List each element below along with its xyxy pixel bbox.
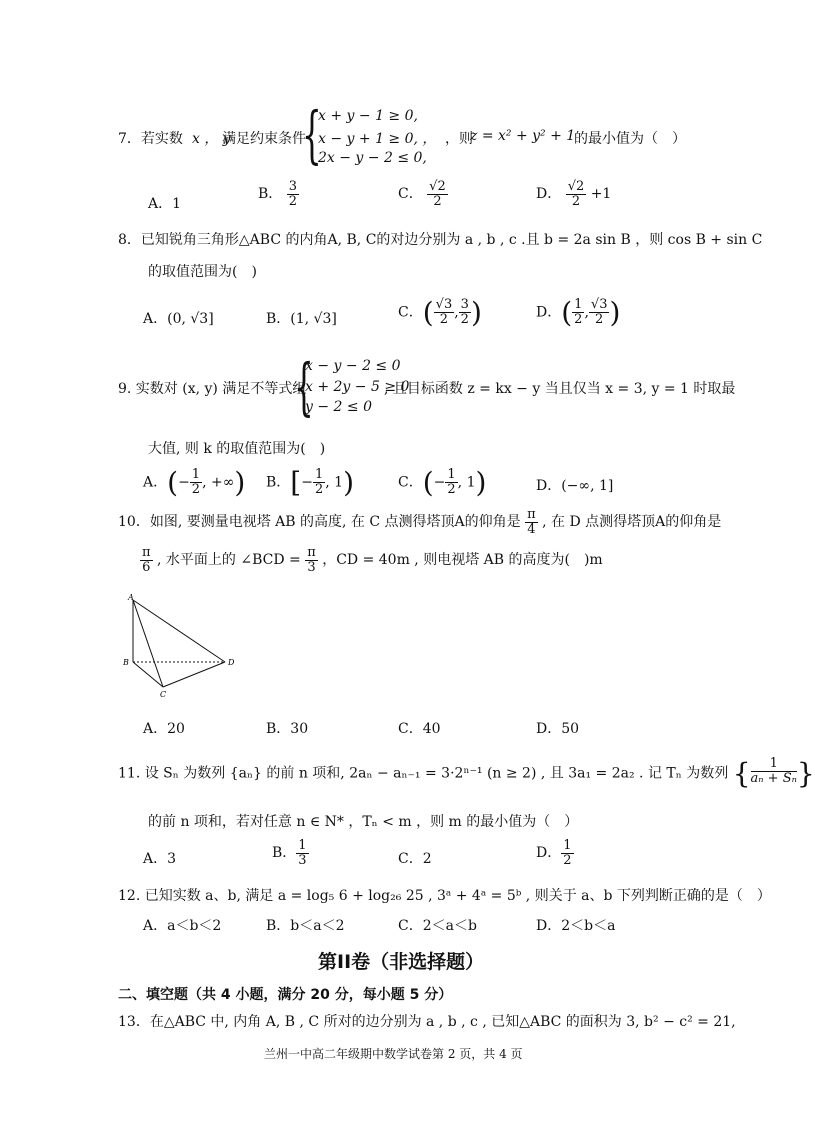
q12-option-d: D．2＜b＜a: [536, 918, 616, 934]
q9-option-a: A．(− $\frac{1}{2}$ , +∞): [143, 466, 246, 499]
q7-sys-3: 2x − y − 2 ≤ 0,: [318, 150, 427, 166]
q7-expr: z = x² + y² + 1: [470, 128, 576, 144]
q8-line-1: 8．已知锐角三角形△ABC 的内角A, B, C的对边分别为 a , b , c .且 b = 2a sin B ，则 cos B + sin C: [118, 232, 763, 248]
q7-option-b-label: B．: [258, 186, 283, 203]
q9-c-n: 1: [447, 467, 456, 483]
question-13: 13．在△ABC 中, 内角 A, B , C 所对的边分别为 a , b , c , 已知△ABC 的面积为 3, b² − c² = 21,: [118, 1014, 736, 1030]
q8-d-n1: 1: [574, 297, 583, 313]
q10-frac-d: 4: [527, 521, 536, 537]
q11-option-b: [272, 839, 309, 867]
q10-line-2-b: ，CD = 40m , 则电视塔 AB 的高度为( )m: [322, 552, 603, 569]
q11-line-1-a: 11. 设 Sₙ 为数列 {aₙ} 的前 n 项和, 2aₙ − aₙ₋₁ = 3·2ⁿ⁻¹ (n ≥ 2) , 且 3a₁ = 2a₂ . 记 Tₙ 为数列: [118, 765, 729, 782]
q11-option-a: A．3: [143, 851, 177, 867]
q8-option-b: B．(1, √3]: [266, 311, 337, 327]
q11-d-n: 1: [563, 838, 572, 853]
q9-option-b-label: B．: [266, 474, 291, 491]
q10-option-c: C．40: [398, 721, 441, 737]
q8-option-c-label: C．: [398, 304, 423, 321]
q10-line-2: [140, 546, 603, 574]
q10-line-1-a: 10．如图, 要测量电视塔 AB 的高度, 在 C 点测得塔顶A的仰角是: [118, 514, 521, 531]
q7-stem-d: 的最小值为（ ）: [574, 131, 686, 147]
q7-option-d-frac: [566, 180, 587, 208]
q11-brace-num: 1: [751, 757, 797, 772]
q9-option-d: D．(−∞, 1]: [536, 478, 614, 494]
page-footer: 兰州一中高二年级期中数学试卷第 2 页，共 4 页: [264, 1047, 523, 1061]
q7-sys-2: x − y + 1 ≥ 0, ，: [318, 131, 437, 147]
q9-sys-1: x − y − 2 ≤ 0: [305, 358, 401, 374]
q10-option-b: B．30: [266, 721, 309, 737]
q7-option-c: [398, 180, 448, 208]
q8-option-d: D．( $\frac{1}{2}$ , $\frac{√3}{2}$ ): [536, 296, 621, 329]
q7-sys-1: x + y − 1 ≥ 0,: [318, 108, 418, 124]
fig-label-d: D: [228, 658, 235, 667]
section-title: 第II卷（非选择题）: [318, 951, 485, 973]
q7-c-den: 2: [433, 193, 442, 209]
q8-option-c: C．( $\frac{√3}{2}$ , $\frac{3}{2}$ ): [398, 296, 482, 329]
fig-label-c: C: [160, 690, 167, 699]
q9-sys-2: x + 2y − 5 ≥ 0: [305, 379, 410, 395]
q11-brace-den: aₙ + Sₙ: [750, 771, 797, 786]
q8-d-d1: 2: [574, 312, 583, 327]
q9-sys-3: y − 2 ≤ 0: [305, 399, 372, 415]
q11-line-2: 的前 n 项和，若对任意 n ∈ N* ，Tₙ < m ，则 m 的最小值为（ ）: [148, 814, 579, 830]
q9-b-d: 2: [314, 482, 324, 497]
q9-line-2: 大值, 则 k 的取值范围为( ): [148, 441, 326, 457]
fig-label-b: B: [123, 658, 129, 667]
q10-option-a: A．20: [143, 721, 185, 737]
q11-line-1: 11. 设 Sₙ 为数列 {aₙ} 的前 n 项和, 2aₙ − aₙ₋₁ = 3·2ⁿ⁻¹ (n ≥ 2) , 且 3a₁ = 2a₂ . 记 Tₙ 为数列 { $\frac{1}{\text{aₙ + Sₙ}}$ }: [118, 756, 815, 790]
q7-b-den: 2: [288, 193, 298, 209]
q11-option-c: C．2: [398, 851, 432, 867]
q10-frac-n: π: [527, 507, 536, 522]
q10-line-1: [118, 508, 721, 536]
q7-brace: {: [302, 98, 322, 171]
q8-option-a: A．(0, √3]: [143, 311, 214, 327]
q11-option-b-label: B．: [272, 845, 297, 862]
q11-option-d: [536, 839, 574, 867]
q10-figure: [120, 590, 245, 700]
q11-b-n: 1: [298, 838, 307, 853]
q9-c-d: 2: [447, 482, 456, 497]
q12-line-1: 12. 已知实数 a、b, 满足 a = log₅ 6 + log₂₆ 25 , 3ᵃ + 4ᵃ = 5ᵇ , 则关于 a、b 下列判断正确的是（ ）: [118, 888, 771, 904]
q9-option-a-tail: , +∞: [202, 474, 235, 491]
fig-label-a: A: [128, 593, 134, 602]
fig-line-cd: [163, 662, 225, 687]
q9-option-c-tail: , 1: [457, 474, 476, 491]
q12-option-c: C．2＜a＜b: [398, 918, 477, 934]
q10-line-1-b: , 在 D 点测得塔顶A的仰角是: [542, 514, 722, 531]
q10-frac1-d: 6: [142, 559, 151, 575]
q10-frac2-n: π: [307, 545, 316, 560]
q8-c-d1: 2: [439, 312, 449, 327]
q7-c-num: √2: [429, 179, 446, 194]
q10-frac1-n: π: [142, 545, 151, 560]
q9-suffix: , 且目标函数 z = kx − y 当且仅当 x = 3, y = 1 时取最: [384, 381, 736, 397]
q9-prefix: 9. 实数对 (x, y) 满足不等式组: [118, 381, 307, 397]
q9-option-c-label: C．: [398, 474, 423, 491]
q9-b-n: 1: [314, 467, 324, 483]
q8-c-n2: 3: [460, 297, 469, 313]
q9-option-c: C．(− $\frac{1}{2}$ , 1): [398, 466, 487, 499]
q12-option-b: B．b＜a＜2: [266, 918, 345, 934]
q11-d-d: 2: [563, 852, 572, 868]
q8-line-2: 的取值范围为( ): [148, 264, 257, 280]
q11-b-d: 3: [298, 852, 307, 868]
q7-option-d-label: D．: [536, 186, 562, 203]
q11-option-d-label: D．: [536, 845, 562, 862]
fig-line-ad: [133, 600, 225, 662]
q9-a-n: 1: [191, 467, 201, 483]
q7-option-a: A．1: [148, 196, 182, 212]
q8-option-d-label: D．: [536, 304, 562, 321]
q7-option-c-label: C．: [398, 186, 423, 203]
q7-option-b: [258, 180, 299, 208]
q7-d-den: 2: [571, 193, 581, 209]
q8-c-d2: 2: [460, 312, 469, 327]
q7-option-d-tail: +1: [590, 186, 612, 203]
q10-frac2-d: 3: [307, 559, 316, 575]
q9-brace: {: [294, 350, 314, 423]
q7-vars: x ， y: [192, 131, 231, 147]
q10-line-2-a: , 水平面上的 ∠BCD =: [157, 552, 301, 569]
q7-b-num: 3: [288, 179, 298, 194]
q7-option-d: [536, 180, 611, 208]
q9-option-a-label: A．: [143, 474, 168, 491]
q9-option-b: B．[− $\frac{1}{2}$ , 1): [266, 466, 354, 499]
q10-option-d: D．50: [536, 721, 580, 737]
q8-d-d2: 2: [595, 312, 604, 327]
section-2-heading: 二、填空题（共 4 小题，满分 20 分，每小题 5 分）: [118, 987, 453, 1003]
q7-option-b-frac: [287, 180, 299, 208]
q9-a-d: 2: [191, 482, 201, 497]
q9-option-b-tail: , 1: [325, 474, 344, 491]
q7-option-c-frac: [427, 180, 448, 208]
q7-stem-a: 7．若实数: [118, 131, 183, 147]
q8-c-n1: √3: [435, 297, 453, 313]
q12-option-a: A．a＜b＜2: [143, 918, 222, 934]
q7-stem-c: ，则: [445, 131, 473, 147]
q7-stem-b: 满足约束条件: [222, 131, 306, 147]
q8-d-n2: √3: [590, 297, 608, 313]
q7-d-num: √2: [567, 179, 585, 194]
